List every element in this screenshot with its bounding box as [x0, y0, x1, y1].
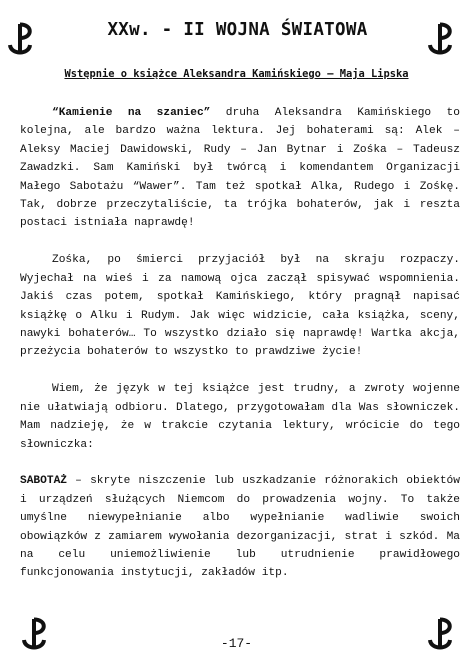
paragraph-intro	[20, 104, 460, 233]
paragraph-glossary-intro: Wiem, że język w tej książce jest trudny, a zwroty wojenne nie ułatwiają odbioru. Dlatego, przygotowałam dla Was słowniczek. Mam nadzieję, że w trakcie czytania lektury, wrócicie do tego słowniczka:	[20, 383, 460, 451]
glossary-term: SABOTAŻ	[20, 475, 67, 488]
article-body	[20, 104, 460, 601]
article-subtitle: Wstępnie o książce Aleksandra Kamińskiego – Maja Lipska	[64, 68, 409, 80]
glossary-entry	[20, 472, 460, 582]
paragraph-zoska: Zośka, po śmierci przyjaciół był na skraju rozpaczy. Wyjechał na wieś i za namową ojca zaczął spisywać wspomnienia. Jakiś czas potem, spotkał Kamińskiego, który pragnął napisać książkę o Alku i Rudym. Jak więc widzicie, cała książka, sceny, nawyki bohaterów… To wszystko działo się naprawdę! Wartka akcja, przeżycia bohaterów to wszystko to prawdziwe życie!	[20, 254, 460, 359]
page-number: -17-	[220, 636, 253, 651]
paragraph-text: druha Aleksandra Kamińskiego to kolejna, ale bardzo ważna lektura. Jej bohaterami są: Alek – Aleksy Maciej Dawidowski, Rudy – Jan Bytnar i Zośka – Tadeusz Zawadzki. Sam Kamiński był twórcą i komendantem Organizacji Małego Sabotażu “Wawer”. Tam też spotkał Alka, Rudego i Zośkę. Tak, dobrze przeczytaliście, ta trójka bohaterów, jak i reszta postaci istniała naprawdę!	[20, 107, 460, 230]
glossary-definition: – skryte niszczenie lub uszkadzanie różnorakich obiektów i urządzeń służących Niemcom do prowadzenia wojny. To także umyślne niewypełnianie albo wypełnianie wadliwie swoich obowiązków z zamiarem wywołania dezorganizacji, strat i szkód. Ma na celu uniemożliwienie lub utrudnienie prawidłowego funkcjonowania instytucji, zakładów itp.	[20, 475, 460, 580]
kotwica-anchor-icon	[428, 20, 462, 58]
book-title: “Kamienie na szaniec”	[52, 107, 211, 119]
page-title: XXw. - II WOJNA ŚWIATOWA	[107, 20, 368, 40]
kotwica-anchor-icon	[8, 20, 42, 58]
